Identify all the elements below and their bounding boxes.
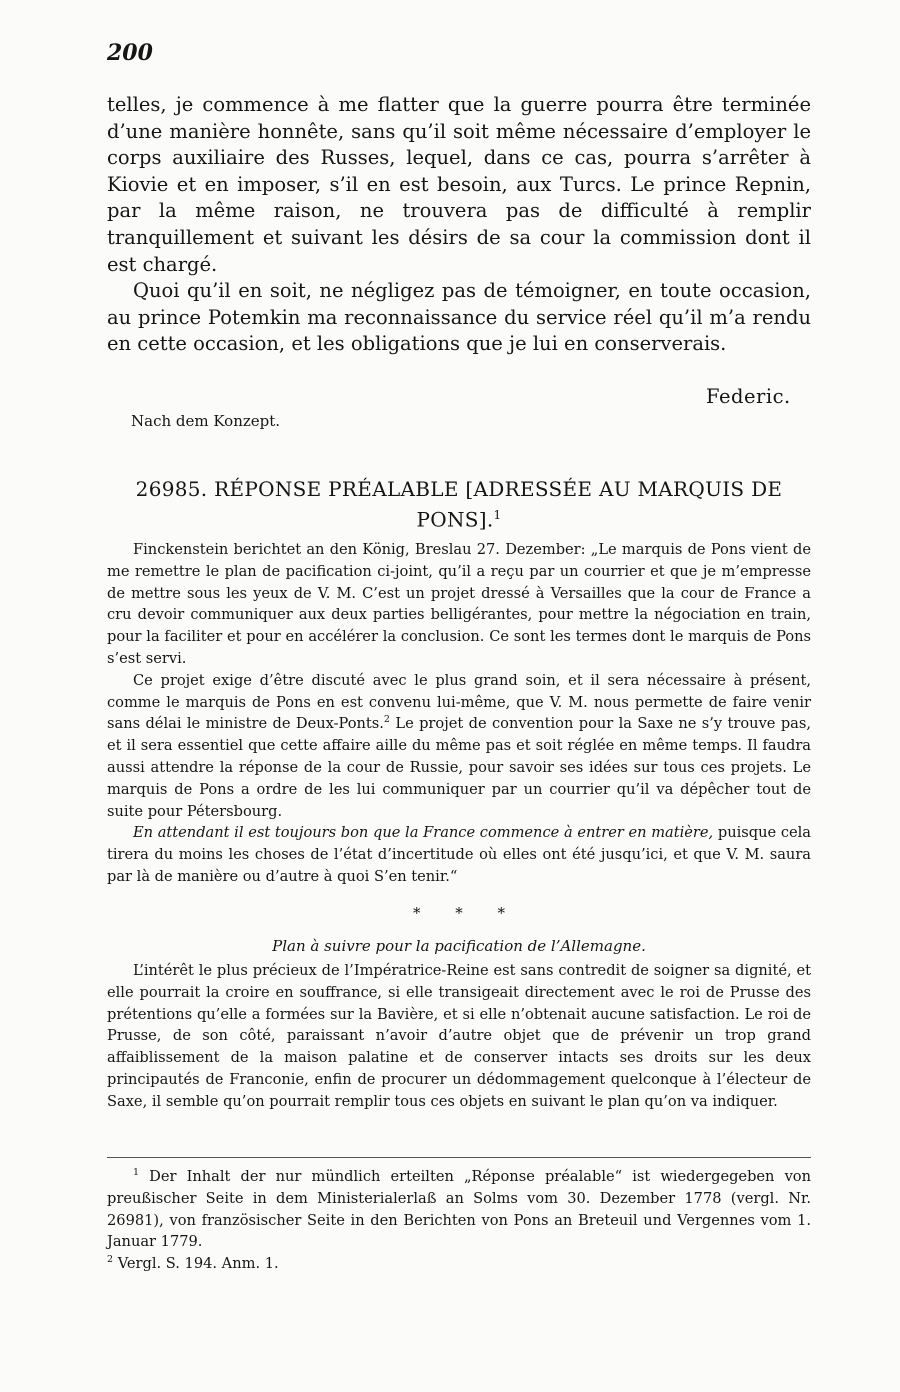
- intro-text-italic: En attendant il est toujours bon que la France commence à entrer en matière,: [133, 824, 714, 842]
- footnote-ref: 2: [383, 714, 390, 726]
- document-heading-text: 26985. RÉPONSE PRÉALABLE [ADRESSÉE AU MARQUIS DE PONS].: [135, 477, 783, 532]
- footnote-divider: [107, 1157, 811, 1158]
- footnote-marker: 2: [107, 1254, 114, 1266]
- footnote-text: Der Inhalt der nur mündlich erteilten „Réponse préalable“ ist wiedergegeben von preußischer Seite in dem Ministerialerlaß an Solms vom 30. Dezember 1778 (vergl. Nr. 26981), von französischer Seite in den Berichten von Pons an Breteuil und Vergennes vom 1. Januar 1779.: [107, 1168, 811, 1251]
- document-heading: [107, 476, 811, 533]
- plan-paragraph: L’intérêt le plus précieux de l’Impératrice-Reine est sans contredit de soigner sa dignité, et elle pourrait la croire en souffrance, si elle transigeait directement avec le roi de Prusse des prétentions qu’elle a formées sur la Bavière, et si elle n’obtenait aucune satisfaction. Le roi de Prusse, de son côté, paraissant n’avoir d’autre objet que de prévenir un trop grand affaiblissement de la maison palatine et de conserver intacts ses droits sur les deux principautés de Franconie, enfin de procurer un dédommagement quelconque à l’électeur de Saxe, il semble qu’on pourrait remplir tous ces objets en suivant le plan qu’on va indiquer.: [107, 962, 811, 1110]
- footnotes: [107, 1166, 811, 1275]
- letter-paragraph: telles, je commence à me flatter que la guerre pourra être terminée d’une manière honnête, sans qu’il soit même nécessaire d’employer le corps auxiliaire des Russes, lequel, dans ce cas, pourra s’arrêter à Kiovie et en imposer, s’il en est besoin, aux Turcs. Le prince Repnin, par la même raison, ne trouvera pas de difficulté à remplir tranquillement et suivant les désirs de sa cour la commission dont il est chargé.: [107, 93, 811, 276]
- intro-text: Ce projet exige d’être discuté avec le plus grand soin, et il sera nécessaire à présent, comme le marquis de Pons en est convenu lui-même, que V. M. nous permette de faire venir sans délai le ministre de Deux-Ponts.: [107, 671, 811, 733]
- footnote-marker: 1: [133, 1167, 140, 1179]
- plan-title: Plan à suivre pour la pacification de l’Allemagne.: [272, 937, 646, 955]
- letter-body: [107, 92, 811, 358]
- page-number: 200: [107, 40, 153, 66]
- intro-paragraph: [107, 670, 811, 823]
- letter-paragraph: Quoi qu’il en soit, ne négligez pas de témoigner, en toute occasion, au prince Potemkin ma reconnaissance du service réel qu’il m’a rendu en cette occasion, et les obligations que je lui en conserverais.: [107, 279, 811, 356]
- section-separator: * * *: [412, 904, 506, 922]
- footnote-text: Vergl. S. 194. Anm. 1.: [117, 1255, 279, 1273]
- source-note: Nach dem Konzept.: [131, 412, 281, 430]
- plan-block: [107, 960, 811, 1113]
- intro-block: [107, 539, 811, 888]
- footnote: [107, 1166, 811, 1253]
- signature: Federic.: [706, 385, 791, 408]
- intro-text: Le projet de convention pour la Saxe ne s’y trouve pas, et il sera essentiel que cette affaire aille du même pas et soit réglée en même temps. Il faudra aussi attendre la réponse de la cour de Russie, pour savoir ses idées sur tous ces projets. Le marquis de Pons a ordre de les lui communiquer par un courrier qu’il va dépêcher tout de suite pour Pétersbourg.: [107, 715, 812, 820]
- intro-paragraph: [107, 822, 811, 887]
- intro-text: puisque cela tirera du moins les choses de l’état d’incertitude où elles ont été jusqu’ici, et que V. M. saura par là de manière ou d’autre à quoi S’en tenir.“: [107, 824, 812, 885]
- intro-paragraph: Finckenstein berichtet an den König, Breslau 27. Dezember: „Le marquis de Pons vient de me remettre le plan de pacification ci-joint, qu’il a reçu par un courrier et que je m’empresse de mettre sous les yeux de V. M. C’est un projet dressé à Versailles que la cour de France a cru devoir communiquer aux deux parties belligérantes, pour mettre la négociation en train, pour la faciliter et pour en accélérer la conclusion. Ce sont les termes dont le marquis de Pons s’est servi.: [107, 541, 811, 667]
- footnote-ref: 1: [493, 508, 502, 522]
- footnote: [107, 1253, 811, 1275]
